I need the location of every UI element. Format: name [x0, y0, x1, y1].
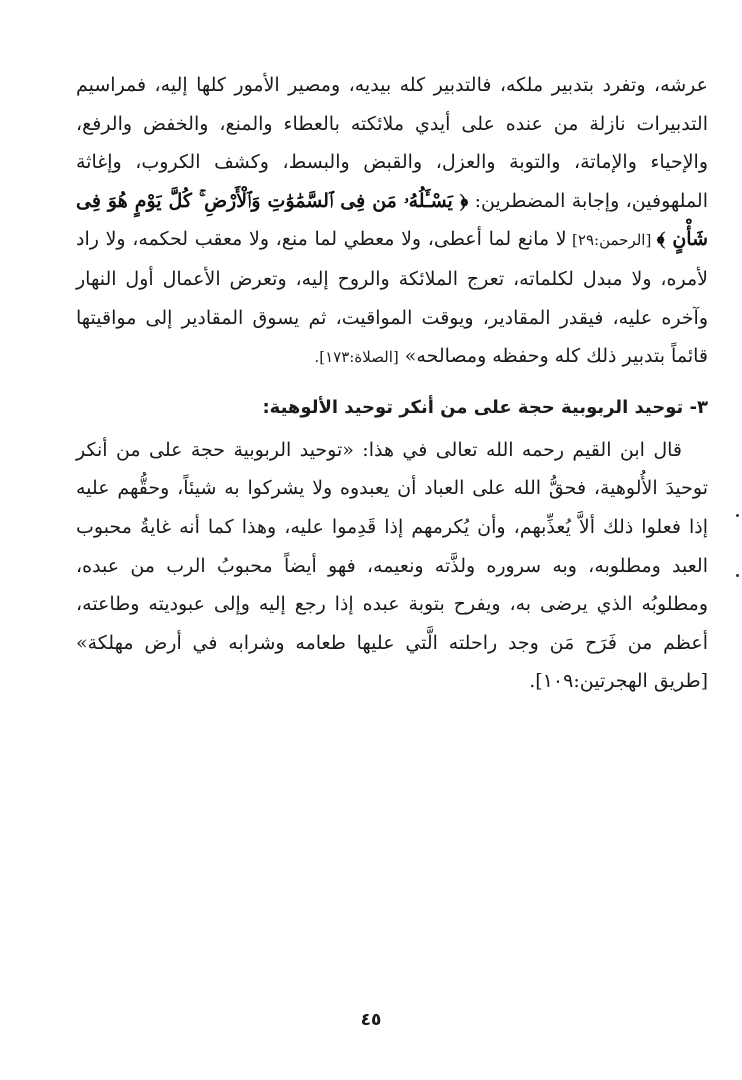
paragraph-ibn-qayyim-quote	[76, 431, 708, 701]
section-heading: ٣- توحيد الربوبية حجة على من أنكر توحيد الألوهية:	[262, 396, 708, 418]
source-reference: [الصلاة:١٧٣].	[314, 348, 399, 367]
page-body	[76, 66, 708, 701]
scan-edge-dot	[736, 574, 739, 577]
paragraph-rububiyyah-tadbir	[76, 66, 708, 377]
paragraph-text-after-verse: لا مانع لما أعطى، ولا معطي لما منع، ولا معقب لحكمه، ولا راد لأمره، ولا مبدل لكلماته، تعرج الملائكة والروح إليه، وتعرض الأعمال أول النهار وآخره عليه، فيقدر المقادير، ويوقت المواقيت، ثم يسوق المقادير إلى مواقيتها قائماً بتدبير ذلك كله وحفظه ومصالحه»	[76, 228, 708, 368]
quran-verse: ﴿ يَسْـَٔلُهُۥ مَن فِى ٱلسَّمَٰوَٰتِ وَٱلْأَرْضِ ۚ كُلَّ يَوْمٍ هُوَ فِى شَأْنٍ ﴾	[76, 189, 708, 251]
source-reference: [طريق الهجرتين:١٠٩].	[529, 670, 708, 693]
page-number: ٤٥	[360, 1010, 382, 1030]
paragraph-text-before-verse: عرشه، وتفرد بتدبير ملكه، فالتدبير كله بيديه، ومصير الأمور كلها إليه، فمراسيم التدبيرات نازلة من عنده على أيدي ملائكته بالعطاء والمنع، والخفض والرفع، والإحياء والإماتة، والتوبة والعزل، والقبض والبسط، وكشف الكروب، وإغاثة الملهوفين، وإجابة المضطرين:	[76, 74, 708, 212]
scan-edge-dot	[736, 514, 739, 517]
verse-reference: [الرحمن:٢٩]	[566, 231, 657, 250]
quote-text: قال ابن القيم رحمه الله تعالى في هذا: «توحيد الربوبية حجة على من أنكر توحيدَ الأُلوهية، فحقُّ الله على العباد أن يعبدوه ولا يشركوا به شيئاً، وحقُّهم عليه إذا فعلوا ذلك ألاَّ يُعذِّبهم، وأن يُكرمهم إذا قَدِموا عليه، وهذا كما أنه غايةُ محبوب العبد ومطلوبه، وبه سروره ولذَّته ونعيمه، فهو أيضاً محبوبُ الرب من عبده، ومطلوبُه الذي يرضى به، ويفرح بتوبة عبده إذا رجع إليه وإلى عبوديته وطاعته، أعظم من فَرَح مَن وجد راحلته الَّتي عليها طعامه وشرابه في أرض مهلكة»	[76, 438, 708, 654]
